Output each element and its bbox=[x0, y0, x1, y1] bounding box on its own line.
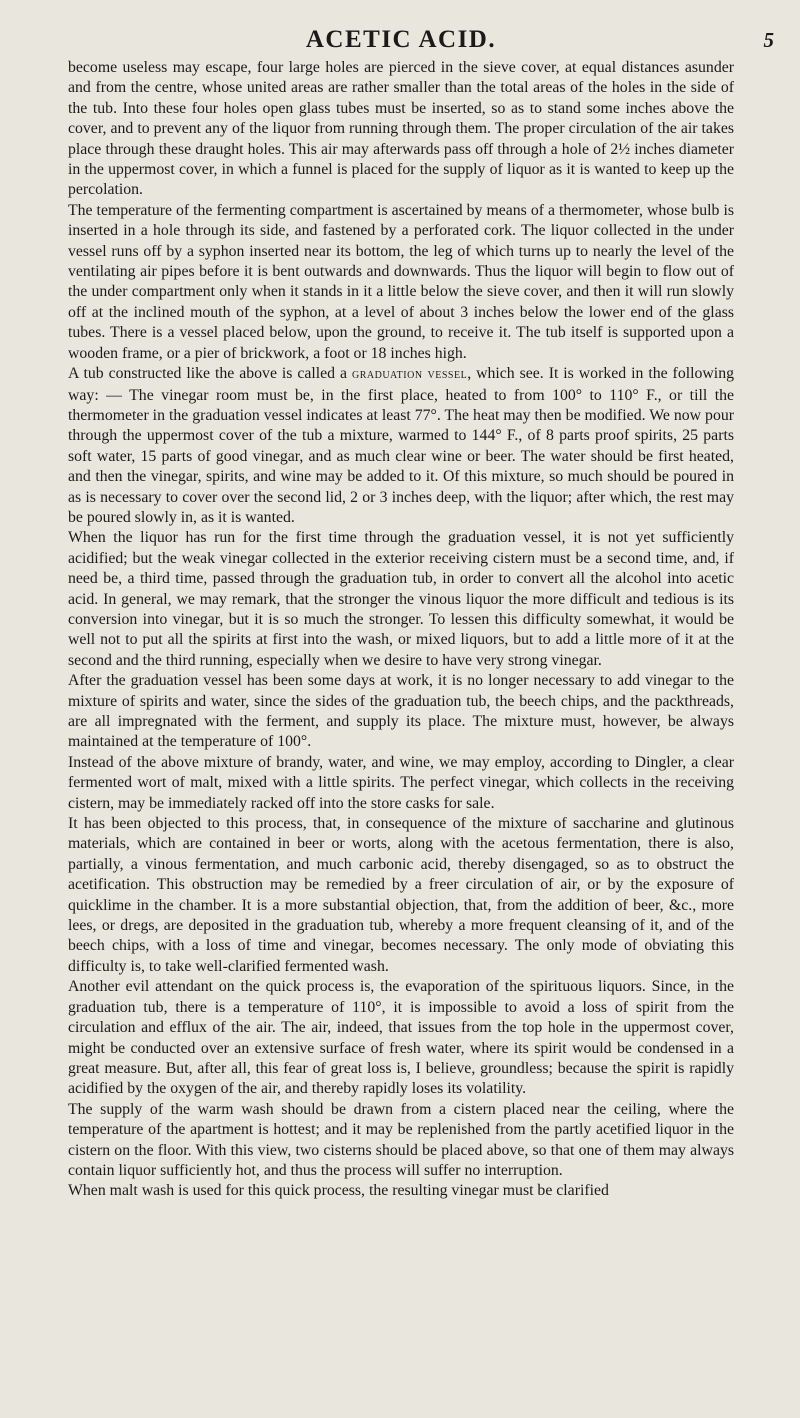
paragraph-3-rest: , which see. It is worked in the following way: — The vinegar room must be, in the first place, heated to from 100° to 110° F., or till the thermometer in the graduation vessel indicates at least 77°. The heat may then be modified. We now pour through the uppermost cover of the tub a mixture, warmed to 144° F., of 8 parts proof spirits, 25 parts soft water, 15 parts of good vinegar, and as much clear wine or beer. The water should be first heated, and then the vinegar, spirits, and wine may be added to it. Of this mixture, so much should be poured in as is necessary to cover over the second lid, 2 or 3 inches deep, with the liquor; after which, the rest may be poured slowly in, as it is wanted. bbox=[68, 365, 734, 526]
graduation-vessel-term: graduation vessel bbox=[351, 367, 468, 383]
paragraph-1: become useless may escape, four large holes are pierced in the sieve cover, at equal distances asunder and from the centre, whose united areas are rather smaller than the total areas of the holes in the side of the tub. Into these four holes open glass tubes must be inserted, so as to stand some inches above the cover, and to prevent any of the liquor from running through them. The proper circulation of the air takes place through these draught holes. This air may afterwards pass off through a hole of 2½ inches diameter in the uppermost cover, in which a funnel is placed for the supply of liquor as it is wanted to keep up the percolation. bbox=[68, 59, 734, 199]
paragraph-2: The temperature of the fermenting compartment is ascertained by means of a thermometer, whose bulb is inserted in a hole through its side, and fastened by a perforated cork. The liquor collected in the under vessel runs off by a syphon inserted near its bottom, the leg of which turns up to nearly the level of the ventilating air pipes before it is bent outwards and downwards. Thus the liquor will begin to flow out of the under compartment only when it stands in it a little below the sieve cover, and then it will run slowly off at the inclined mouth of the syphon, at a level of about 3 inches below the lower end of the glass tubes. There is a vessel placed below, upon the ground, to receive it. The tub itself is supported upon a wooden frame, or a pier of brickwork, a foot or 18 inches high. bbox=[68, 201, 734, 362]
body-text bbox=[68, 58, 734, 1202]
paragraph-4: When the liquor has run for the first time through the graduation vessel, it is not yet sufficiently acidified; but the weak vinegar collected in the exterior receiving cistern must be a second time, and, if need be, a third time, passed through the graduation tub, in order to convert all the alcohol into acetic acid. In general, we may remark, that the stronger the vinous liquor the more difficult and tedious is its conversion into vinegar, but it is so much the stronger. To lessen this difficulty somewhat, it would be well not to put all the spirits at first into the wash, or mixed liquors, but to add a little more of it at the second and the third running, especially when we desire to have very strong vinegar. bbox=[68, 529, 734, 669]
page-header bbox=[68, 0, 774, 53]
paragraph-7: It has been objected to this process, that, in consequence of the mixture of saccharine and glutinous materials, which are contained in beer or worts, along with the acetous fermentation, there is also, partially, a vinous fermentation, and much carbonic acid, thereby disengaged, so as to obstruct the acetification. This obstruction may be remedied by a freer circulation of air, or by the exposure of quicklime in the chamber. It is a more substantial objection, that, from the addition of beer, &c., more lees, or dregs, are deposited in the graduation tub, whereby a more frequent cleansing of it, and of the beech chips, with a loss of time and vinegar, becomes necessary. The only mode of obviating this difficulty is, to take well-clarified fermented wash. bbox=[68, 815, 734, 975]
paragraph-3 bbox=[68, 364, 734, 528]
paragraph-10: When malt wash is used for this quick process, the resulting vinegar must be clarified bbox=[68, 1182, 609, 1200]
paragraph-6: Instead of the above mixture of brandy, water, and wine, we may employ, according to Dingler, a clear fermented wort of malt, mixed with a little spirits. The perfect vinegar, which collects in the receiving cistern, may be immediately racked off into the store casks for sale. bbox=[68, 753, 734, 812]
paragraph-8: Another evil attendant on the quick process is, the evaporation of the spirituous liquors. Since, in the graduation tub, there is a temperature of 110°, it is impossible to avoid a loss of spirit from the circulation and efflux of the air. The air, indeed, that issues from the top hole in the uppermost cover, might be conducted over an extensive surface of fresh water, where its spirit would be condensed in a great measure. But, after all, this fear of great loss is, I believe, groundless; because the spirit is rapidly acidified by the oxygen of the air, and thereby rapidly loses its volatility. bbox=[68, 978, 734, 1098]
paragraph-3-lead: A tub constructed like the above is called a bbox=[68, 365, 352, 383]
running-head: ACETIC ACID. bbox=[305, 26, 497, 53]
paragraph-9: The supply of the warm wash should be drawn from a cistern placed near the ceiling, where the temperature of the apartment is hottest; and it may be replenished from the partly acetified liquor in the cistern on the floor. With this view, two cisterns should be placed above, so that one of them may always contain liquor sufficiently hot, and thus the process will suffer no interruption. bbox=[68, 1100, 734, 1179]
page-number: 5 bbox=[763, 28, 774, 52]
paragraph-5: After the graduation vessel has been some days at work, it is no longer necessary to add vinegar to the mixture of spirits and water, since the sides of the graduation tub, the beech chips, and the packthreads, are all impregnated with the ferment, and supply its place. The mixture must, however, be always maintained at the temperature of 100°. bbox=[68, 672, 734, 751]
